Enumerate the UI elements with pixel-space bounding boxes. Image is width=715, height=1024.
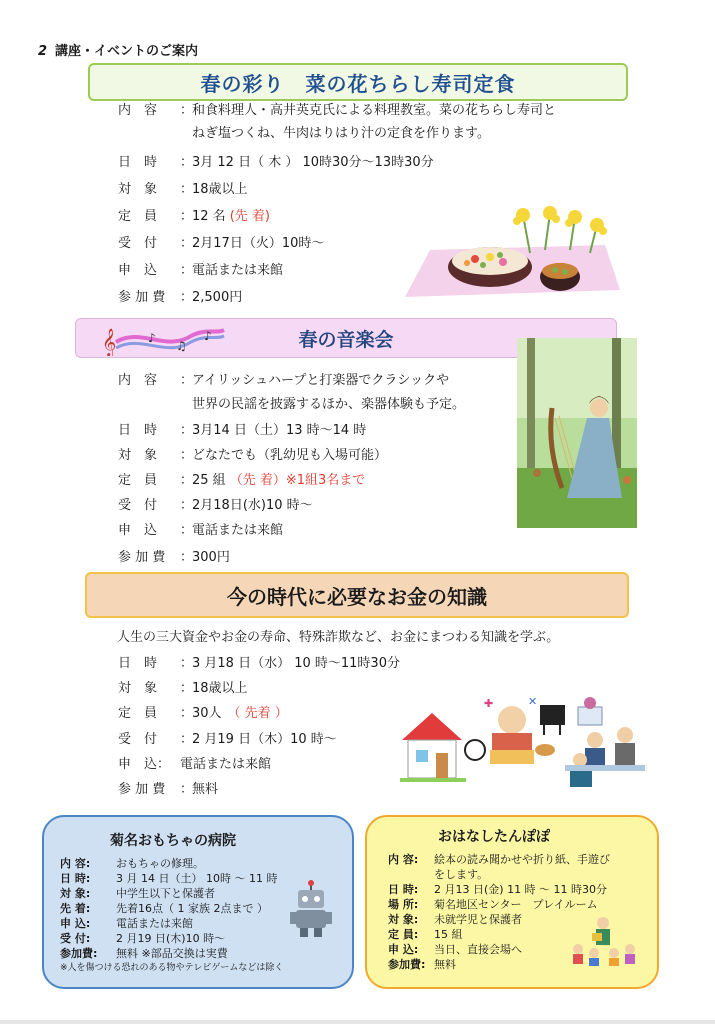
event1-reception-row: 受 付 ： 2月17日（火）10時～ (118, 234, 324, 254)
soccer-ball-icon (465, 740, 485, 760)
event2-capacity: 25 組 (192, 473, 226, 488)
page-title: 講座・イベントのご案内 (55, 44, 199, 59)
event3-apply-row (118, 755, 271, 775)
box-left-row (60, 946, 228, 961)
event2-title: 春の音楽会 (298, 328, 394, 351)
page-number: 2 (38, 44, 48, 59)
event1-content-2: ねぎ塩つくね、牛肉はりはり汁の定食を作ります。 (192, 126, 490, 141)
box-left-row (60, 901, 268, 916)
row-value: 3 月 14 日（土） 10時 ～ 11 時 (116, 872, 278, 885)
event2-fee-row: 参 加 費 ： 300円 (118, 548, 230, 568)
label: 内 容 (118, 373, 158, 388)
box-right-row (388, 927, 463, 942)
event3-target-row: 対 象 ： 18歳以上 (118, 679, 248, 699)
svg-text:𝄞: 𝄞 (102, 328, 117, 356)
event3-fee-row: 参 加 費 ： 無料 (118, 780, 218, 800)
row-value: 先着16点（ 1 家族 2点まで ） (116, 902, 268, 915)
row-label: 申 込: (388, 943, 419, 956)
label: 申 込： (118, 757, 171, 772)
box-left-row (60, 916, 193, 931)
event2-apply-row: 申 込 ： 電話または来館 (118, 521, 283, 541)
event1-apply-row: 申 込 ： 電話または来館 (118, 261, 283, 281)
label: 対 象 (118, 448, 158, 463)
event2-date: 3月14 日（土）13 時～14 時 (192, 423, 367, 438)
row-value: 中学生以下と保護者 (116, 887, 215, 900)
box-right-row (388, 912, 522, 927)
row-value: 絵本の読み聞かせや折り紙、手遊び (434, 853, 610, 866)
row-value: 電話または来館 (116, 917, 193, 930)
event3-date: 3 月18 日（水） 10 時～11時30分 (192, 656, 400, 671)
label: 定 員 (118, 706, 158, 721)
row-value: 無料 (434, 958, 456, 971)
label: 受 付 (118, 236, 158, 251)
row-label: 内 容: (388, 853, 419, 866)
svg-text:♫: ♫ (176, 339, 187, 353)
story-time-title: おはなしたんぽぽ (438, 829, 550, 845)
event1-content: 和食料理人・高井英克氏による料理教室。菜の花ちらし寿司と (192, 103, 557, 118)
event2-apply: 電話または来館 (192, 523, 284, 538)
box-right-row (388, 957, 456, 972)
row-label: 参加費: (388, 958, 426, 971)
row-label: 対 象: (60, 887, 91, 900)
event2-content: アイリッシュハープと打楽器でクラシックや (192, 373, 450, 388)
event2-content-row: 内 容 ： アイリッシュハープと打楽器でクラシックや (118, 371, 449, 391)
studying-child-icon (484, 695, 537, 764)
toy-hospital-title: 菊名おもちゃの病院 (110, 833, 236, 849)
event2-fee: 300円 (192, 550, 230, 565)
event1-capacity-note: (先 着) (229, 209, 270, 224)
row-value: 未就学児と保護者 (434, 913, 522, 926)
row-label: 受 付: (60, 932, 91, 945)
event1-capacity: 12 名 (192, 209, 226, 224)
box-left-row (60, 856, 204, 871)
label: 参 加 費 (118, 550, 166, 565)
event1-content-row: 内 容 ： 和食料理人・高井英克氏による料理教室。菜の花ちらし寿司と (118, 101, 556, 121)
consultation-people-icon (565, 697, 645, 787)
event2-capacity-row: 定 員 ： 25 組 （先 着）※1組3名まで (118, 471, 365, 491)
event3-capacity-note: （ 先着 ） (227, 706, 288, 721)
row-value: をします。 (434, 868, 489, 881)
event1-apply: 電話または来館 (192, 263, 284, 278)
box-right-row (388, 942, 522, 957)
label: 定 員 (118, 209, 158, 224)
event3-capacity: 30人 (192, 706, 222, 721)
event1-fee-row: 参 加 費 ： 2,500円 (118, 288, 242, 308)
chirashi-bowl-icon (448, 247, 532, 287)
event3-apply: 電話または来館 (180, 757, 272, 772)
harp-player-illustration (517, 338, 637, 528)
row-value: 2 月19 日(木)10 時～ (116, 932, 226, 945)
event3-banner (85, 572, 629, 618)
box-left-row (60, 886, 215, 901)
event1-capacity-row: 定 員 ： 12 名 (先 着) (118, 207, 270, 227)
event2-target-row: 対 象 ： どなたでも（乳幼児も入場可能） (118, 446, 387, 466)
row-label: 参加費: (60, 947, 98, 960)
event3-intro: 人生の三大資金やお金の寿命、特殊詐欺など、お金にまつわる知識を学ぶ。 (117, 630, 560, 645)
label: 日 時 (118, 155, 158, 170)
row-label (388, 867, 434, 882)
row-label: 場 所: (388, 898, 419, 911)
label: 内 容 (118, 103, 158, 118)
house-icon (400, 713, 466, 782)
toy-hospital-note: ※人を傷つける恐れのある物やテレビゲームなどは除く (60, 963, 284, 973)
piano-icon (540, 705, 565, 735)
event2-reception: 2月18日(水)10 時～ (192, 498, 313, 513)
event3-title: 今の時代に必要なお金の知識 (227, 584, 487, 609)
event1-banner (88, 63, 628, 101)
robot-toy-icon (290, 880, 332, 938)
row-value: 無料 ※部品交換は実費 (116, 947, 228, 960)
svg-text:♪: ♪ (148, 331, 156, 345)
footer-divider (0, 1020, 715, 1024)
svg-text:✕: ✕ (528, 695, 538, 708)
event1-fee: 2,500円 (192, 290, 243, 305)
label: 日 時 (118, 656, 158, 671)
label: 申 込 (118, 523, 158, 538)
event3-capacity-row: 定 員 ： 30人 （ 先着 ） (118, 704, 288, 724)
event1-target-row: 対 象 ： 18歳以上 (118, 180, 248, 200)
row-label: 対 象: (388, 913, 419, 926)
row-value: 15 組 (434, 928, 463, 941)
row-value: 菊名地区センター プレイルーム (434, 898, 598, 911)
storytelling-kids-icon (570, 915, 636, 967)
event3-fee: 無料 (192, 782, 219, 797)
label: 対 象 (118, 681, 158, 696)
row-value: おもちゃの修理。 (116, 857, 204, 870)
sushi-meal-illustration (405, 205, 620, 300)
row-label: 先 着: (60, 902, 91, 915)
box-right-row (388, 867, 488, 882)
row-label: 日 時: (60, 872, 91, 885)
box-right-row (388, 882, 607, 897)
label: 申 込 (118, 263, 158, 278)
row-label: 定 員: (388, 928, 419, 941)
event2-capacity-note: （先 着）※1組3名まで (229, 473, 366, 488)
svg-text:♪: ♪ (204, 329, 212, 343)
event3-target: 18歳以上 (192, 681, 248, 696)
label: 参 加 費 (118, 290, 166, 305)
event3-date-row: 日 時 ： 3 月18 日（水） 10 時～11時30分 (118, 654, 400, 674)
event1-target: 18歳以上 (192, 182, 248, 197)
event1-date: 3月 12 日（ 木 ） 10時30分～13時30分 (192, 155, 434, 170)
palette-icon (535, 744, 555, 756)
page-header (38, 40, 198, 59)
label: 受 付 (118, 732, 158, 747)
label: 参 加 費 (118, 782, 166, 797)
label: 日 時 (118, 423, 158, 438)
svg-text:✚: ✚ (484, 697, 494, 710)
soup-bowl-icon (540, 263, 580, 291)
row-value: 2 月13 日(金) 11 時 ～ 11 時30分 (434, 883, 608, 896)
row-label: 日 時: (388, 883, 419, 896)
event2-reception-row: 受 付 ： 2月18日(水)10 時～ (118, 496, 313, 516)
music-notes-icon (96, 322, 226, 356)
row-value: 当日、直接会場へ (434, 943, 522, 956)
event2-date-row: 日 時 ： 3月14 日（土）13 時～14 時 (118, 421, 366, 441)
label: 定 員 (118, 473, 158, 488)
label: 受 付 (118, 498, 158, 513)
box-right-row (388, 897, 598, 912)
row-label: 内 容: (60, 857, 91, 870)
event2-target: どなたでも（乳幼児も入場可能） (192, 448, 388, 463)
event3-reception: 2 月19 日（木）10 時～ (192, 732, 337, 747)
box-right-row (388, 852, 610, 867)
box-left-row (60, 931, 225, 946)
label: 対 象 (118, 182, 158, 197)
row-label: 申 込: (60, 917, 91, 930)
event2-content-2: 世界の民謡を披露するほか、楽器体験も予定。 (192, 397, 466, 412)
event1-date-row: 日 時 ： 3月 12 日（ 木 ） 10時30分～13時30分 (118, 153, 434, 173)
money-knowledge-illustration (400, 695, 650, 795)
event1-reception: 2月17日（火）10時～ (192, 236, 325, 251)
box-left-row (60, 871, 277, 886)
event3-reception-row: 受 付 ： 2 月19 日（木）10 時～ (118, 730, 337, 750)
event1-title: 春の彩り 菜の花ちらし寿司定食 (200, 71, 516, 96)
